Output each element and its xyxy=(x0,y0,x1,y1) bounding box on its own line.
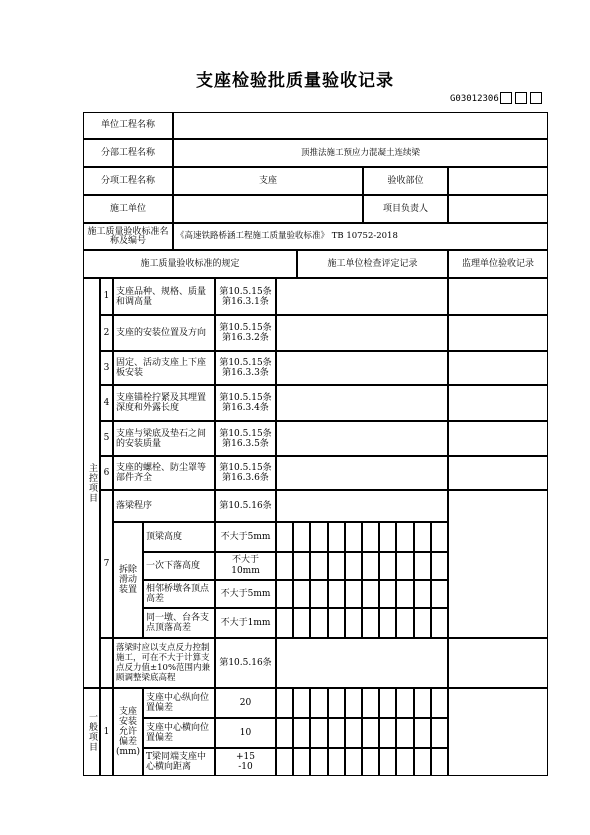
project-manager-value[interactable] xyxy=(448,195,548,223)
measurement-cell[interactable] xyxy=(293,522,310,552)
measurement-cell[interactable] xyxy=(345,522,362,552)
landing-program-clause: 第10.5.16条 xyxy=(215,490,276,522)
general-row-text: T梁同端支座中心横向距离 xyxy=(143,748,215,776)
general-items-label: 一般项目 xyxy=(83,688,100,776)
measurement-cell[interactable] xyxy=(293,688,310,718)
measurement-cell[interactable] xyxy=(276,718,293,748)
measurement-cell[interactable] xyxy=(379,748,396,776)
item-clause: 第10.5.15条 第16.3.4条 xyxy=(215,385,276,421)
measurement-cell[interactable] xyxy=(293,608,310,638)
measurement-cell[interactable] xyxy=(328,718,345,748)
construction-unit-value[interactable] xyxy=(173,195,363,223)
item-clause: 第10.5.15条 第16.3.2条 xyxy=(215,315,276,351)
measurement-cell[interactable] xyxy=(345,552,362,580)
contractor-record-cell[interactable] xyxy=(276,421,448,456)
measurement-cell[interactable] xyxy=(379,688,396,718)
contractor-record-cell[interactable] xyxy=(276,385,448,421)
supervisor-record-cell[interactable] xyxy=(448,315,548,351)
item-number: 5 xyxy=(100,421,113,456)
measurement-cell[interactable] xyxy=(345,580,362,608)
construction-unit-label: 施工单位 xyxy=(83,195,173,223)
item-text: 支座的螺栓、防尘罩等部件齐全 xyxy=(113,456,215,490)
reaction-control-clause: 第10.5.16条 xyxy=(215,638,276,688)
measurement-cell[interactable] xyxy=(293,580,310,608)
general-item-number: 1 xyxy=(100,688,113,776)
measurement-cell[interactable] xyxy=(276,688,293,718)
division-project-value: 顶推法施工预应力混凝土连续梁 xyxy=(173,139,548,167)
measurement-cell[interactable] xyxy=(362,718,379,748)
supervisor-record-cell[interactable] xyxy=(448,278,548,315)
supervisor-record-cell[interactable] xyxy=(448,490,548,638)
measurement-cell[interactable] xyxy=(310,718,327,748)
sub-project-value: 支座 xyxy=(173,167,363,195)
measurement-cell[interactable] xyxy=(414,580,431,608)
measurement-cell[interactable] xyxy=(379,608,396,638)
sliding-device-label: 拆除滑动装置 xyxy=(113,522,143,638)
measurement-cell[interactable] xyxy=(431,552,448,580)
sub-item-text: 相邻桥墩各顶点高差 xyxy=(143,580,215,608)
measurement-cell[interactable] xyxy=(396,718,413,748)
measurement-cell[interactable] xyxy=(379,552,396,580)
supervisor-record-cell[interactable] xyxy=(448,385,548,421)
supervisor-record-cell[interactable] xyxy=(448,456,548,490)
reaction-control-text: 落梁时应以支点反力控制施工，可在不大于计算支点反力值±10%范围内兼顾调整梁底高程 xyxy=(113,638,215,688)
supervisor-record-cell[interactable] xyxy=(448,688,548,776)
measurement-cell[interactable] xyxy=(396,748,413,776)
general-row-value: 10 xyxy=(215,718,276,748)
measurement-cell[interactable] xyxy=(328,688,345,718)
main-control-label: 主控项目 xyxy=(83,278,100,688)
page-title: 支座检验批质量验收记录 xyxy=(196,71,394,91)
measurement-cell[interactable] xyxy=(414,552,431,580)
item-number: 6 xyxy=(100,456,113,490)
sub-item-text: 顶梁高度 xyxy=(143,522,215,552)
sub-item-limit: 不大于5mm xyxy=(215,522,276,552)
acceptance-part-value[interactable] xyxy=(448,167,548,195)
column-supervisor-check: 监理单位验收记录 xyxy=(448,250,548,278)
measurement-cell[interactable] xyxy=(276,522,293,552)
standard-value: 《高速铁路桥涵工程施工质量验收标准》 TB 10752-2018 xyxy=(173,223,548,250)
measurement-cell[interactable] xyxy=(396,522,413,552)
sub-item-limit: 不大于1mm xyxy=(215,608,276,638)
measurement-cell[interactable] xyxy=(310,688,327,718)
item-clause: 第10.5.15条 第16.3.6条 xyxy=(215,456,276,490)
contractor-record-cell[interactable] xyxy=(276,490,448,522)
item-clause: 第10.5.15条 第16.3.1条 xyxy=(215,278,276,315)
measurement-cell[interactable] xyxy=(431,688,448,718)
item-number-blank xyxy=(100,638,113,688)
measurement-cell[interactable] xyxy=(310,552,327,580)
measurement-cell[interactable] xyxy=(276,552,293,580)
measurement-cell[interactable] xyxy=(414,608,431,638)
measurement-cell[interactable] xyxy=(414,718,431,748)
contractor-record-cell[interactable] xyxy=(276,351,448,385)
supervisor-record-cell[interactable] xyxy=(448,351,548,385)
contractor-record-cell[interactable] xyxy=(276,456,448,490)
item-number: 4 xyxy=(100,385,113,421)
measurement-cell[interactable] xyxy=(276,748,293,776)
measurement-cell[interactable] xyxy=(362,688,379,718)
column-standard-provision: 施工质量验收标准的规定 xyxy=(83,250,297,278)
supervisor-record-cell[interactable] xyxy=(448,638,548,688)
general-row-value: 20 xyxy=(215,688,276,718)
measurement-cell[interactable] xyxy=(345,718,362,748)
measurement-cell[interactable] xyxy=(293,748,310,776)
contractor-record-cell[interactable] xyxy=(276,315,448,351)
measurement-cell[interactable] xyxy=(276,580,293,608)
measurement-cell[interactable] xyxy=(310,748,327,776)
measurement-cell[interactable] xyxy=(414,748,431,776)
measurement-cell[interactable] xyxy=(328,552,345,580)
sub-project-label: 分项工程名称 xyxy=(83,167,173,195)
measurement-cell[interactable] xyxy=(345,748,362,776)
measurement-cell[interactable] xyxy=(293,552,310,580)
standard-label: 施工质量验收标准名称及编号 xyxy=(83,223,173,250)
item-number: 2 xyxy=(100,315,113,351)
measurement-cell[interactable] xyxy=(379,522,396,552)
general-group-label: 支座安装允许偏差(mm) xyxy=(113,688,143,776)
contractor-record-cell[interactable] xyxy=(276,638,448,688)
landing-program-label: 落梁程序 xyxy=(113,490,215,522)
general-row-text: 支座中心纵向位置偏差 xyxy=(143,688,215,718)
measurement-cell[interactable] xyxy=(379,580,396,608)
measurement-cell[interactable] xyxy=(345,688,362,718)
form-code: G03012306 xyxy=(450,94,499,104)
measurement-cell[interactable] xyxy=(396,552,413,580)
code-box-2 xyxy=(515,92,527,104)
supervisor-record-cell[interactable] xyxy=(448,421,548,456)
acceptance-part-label: 验收部位 xyxy=(363,167,448,195)
measurement-cell[interactable] xyxy=(431,522,448,552)
item-text: 固定、活动支座上下座板安装 xyxy=(113,351,215,385)
division-project-label: 分部工程名称 xyxy=(83,139,173,167)
general-row-value: +15 -10 xyxy=(215,748,276,776)
sub-item-text: 同一墩、台各支点顶落高差 xyxy=(143,608,215,638)
measurement-cell[interactable] xyxy=(362,522,379,552)
item-text: 支座锚栓拧紧及其埋置深度和外露长度 xyxy=(113,385,215,421)
project-manager-label: 项目负责人 xyxy=(363,195,448,223)
sub-item-limit: 不大于10mm xyxy=(215,552,276,580)
measurement-cell[interactable] xyxy=(310,522,327,552)
measurement-cell[interactable] xyxy=(328,522,345,552)
measurement-cell[interactable] xyxy=(345,608,362,638)
measurement-cell[interactable] xyxy=(414,688,431,718)
item-number: 1 xyxy=(100,278,113,315)
measurement-cell[interactable] xyxy=(362,552,379,580)
general-row-text: 支座中心横向位置偏差 xyxy=(143,718,215,748)
measurement-cell[interactable] xyxy=(328,580,345,608)
measurement-cell[interactable] xyxy=(396,580,413,608)
code-box-3 xyxy=(530,92,542,104)
measurement-cell[interactable] xyxy=(362,608,379,638)
item-clause: 第10.5.15条 第16.3.5条 xyxy=(215,421,276,456)
item-text: 支座与梁底及垫石之间的安装质量 xyxy=(113,421,215,456)
item-clause: 第10.5.15条 第16.3.3条 xyxy=(215,351,276,385)
measurement-cell[interactable] xyxy=(328,748,345,776)
unit-project-label: 单位工程名称 xyxy=(83,112,173,139)
measurement-cell[interactable] xyxy=(379,718,396,748)
measurement-cell[interactable] xyxy=(362,748,379,776)
sub-item-limit: 不大于5mm xyxy=(215,580,276,608)
measurement-cell[interactable] xyxy=(431,580,448,608)
measurement-cell[interactable] xyxy=(414,522,431,552)
measurement-cell[interactable] xyxy=(396,608,413,638)
measurement-cell[interactable] xyxy=(431,608,448,638)
code-box-1 xyxy=(500,92,512,104)
measurement-cell[interactable] xyxy=(396,688,413,718)
column-contractor-check: 施工单位检查评定记录 xyxy=(297,250,448,278)
item-text: 支座的安装位置及方向 xyxy=(113,315,215,351)
measurement-cell[interactable] xyxy=(276,608,293,638)
measurement-cell[interactable] xyxy=(431,718,448,748)
item-number: 3 xyxy=(100,351,113,385)
measurement-cell[interactable] xyxy=(362,580,379,608)
measurement-cell[interactable] xyxy=(328,608,345,638)
measurement-cell[interactable] xyxy=(293,718,310,748)
measurement-cell[interactable] xyxy=(310,580,327,608)
sub-item-text: 一次下落高度 xyxy=(143,552,215,580)
measurement-cell[interactable] xyxy=(431,748,448,776)
unit-project-value[interactable] xyxy=(173,112,548,139)
item-number: 7 xyxy=(100,490,113,638)
contractor-record-cell[interactable] xyxy=(276,278,448,315)
measurement-cell[interactable] xyxy=(310,608,327,638)
item-text: 支座品种、规格、质量和调高量 xyxy=(113,278,215,315)
